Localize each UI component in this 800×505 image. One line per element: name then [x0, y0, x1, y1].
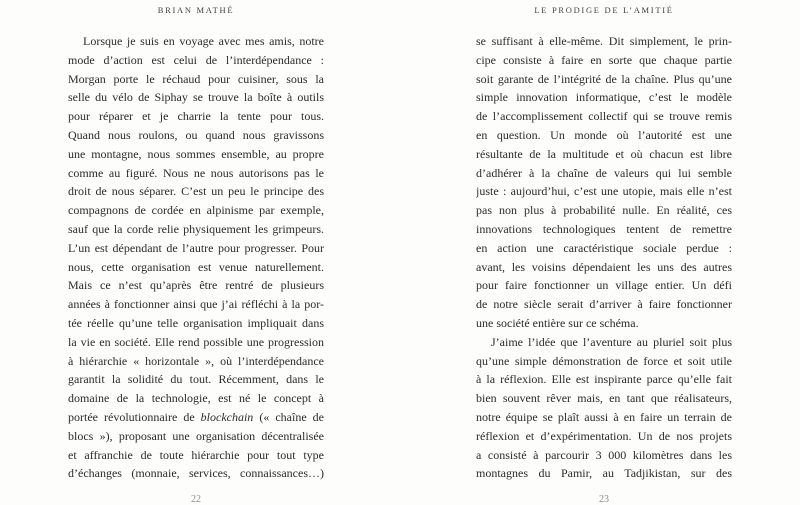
- text-line: une montagne, nous sommes ensemble, au propre: [68, 146, 324, 161]
- page-text-left: [68, 32, 324, 483]
- page-number-right: 23: [599, 494, 609, 505]
- text-line: juste : aujourd’hui, c’est une utopie, mais elle n’est: [476, 184, 732, 199]
- text-line: simple innovation informatique, c’est le modèle: [476, 90, 732, 105]
- text-line: Mais ce n’est qu’après être rentré de plusieurs: [68, 278, 324, 293]
- text-line: compagnons de cordée en alpinisme par exemple,: [68, 203, 324, 218]
- text-line: de l’accomplissement collectif qui se trouve remis: [476, 109, 732, 124]
- text-line: innovations technologiques tentent de remettre: [476, 221, 732, 236]
- page-right: [400, 0, 800, 505]
- running-head-author: BRIAN MATHÉ: [157, 5, 235, 15]
- page-number-left: 22: [191, 494, 201, 505]
- text-line: en question. Un monde où l’autorité est une: [476, 127, 732, 142]
- running-head-title: LE PRODIGE DE L’AMITIÉ: [534, 5, 674, 15]
- text-line: pas non plus à probabilité nulle. En réalité, ces: [476, 203, 732, 218]
- text-line: une société entière sur ce schéma.: [476, 315, 639, 330]
- text-line: nous, cette organisation est venue naturellement.: [68, 259, 324, 274]
- text-line: et affranchie de toute hiérarchie pour tout type: [68, 447, 324, 462]
- text-line: a consisté à parcourir 3 000 kilomètres dans les: [476, 447, 732, 462]
- text-line: qu’une simple démonstration de force et soit utile: [476, 353, 732, 368]
- text-line: mode d’action est celui de l’interdépendance :: [68, 52, 324, 67]
- text-line: Morgan porte le réchaud pour cuisiner, sous la: [68, 71, 324, 86]
- text-line: Lorsque je suis en voyage avec mes amis, notre: [83, 34, 324, 48]
- text-line: réflexion et d’expérimentation. Un de nos projets: [476, 428, 732, 443]
- text-line: selle du vélo de Siphay se trouve la boîte à outils: [68, 90, 324, 105]
- text-line: à la réflexion. Elle est inspirante parce qu’elle fait: [476, 372, 732, 387]
- text-line: de notre siècle serait d’arriver à faire fonctionner: [476, 297, 732, 312]
- text-line: années à fonctionner ainsi que j’ai réfléchi à la por-: [68, 297, 324, 312]
- text-line: d’adhérer à la chaîne de valeurs qui lui semble: [476, 165, 732, 180]
- text-line: soit garante de l’intégrité de la chaîne. Plus qu’une: [476, 71, 732, 86]
- text-line: se suffisant à elle-même. Dit simplement, le prin-: [476, 34, 732, 48]
- text-line: la vie en société. Elle rend possible une progression: [68, 334, 324, 349]
- text-line: bien souvent rêver mais, en tant que réalisateurs,: [476, 391, 732, 406]
- text-line: J’aime l’idée que l’aventure au pluriel soit plus: [491, 334, 732, 349]
- text-line: en action une caractéristique sociale perdue :: [476, 240, 732, 255]
- text-line: d’échanges (monnaie, services, connaissances…): [68, 466, 324, 481]
- text-line: blocs »), proposant une organisation décentralisée: [68, 428, 324, 443]
- text-line: Quand nous roulons, ou quand nous gravissons: [68, 127, 324, 142]
- text-line: sauf que la corde relie physiquement les grimpeurs.: [68, 221, 324, 236]
- page-text-right: [476, 32, 732, 483]
- text-line: pour faire fonctionner un village entier. Un défi: [476, 278, 732, 293]
- text-line: notre équipe se plaît aussi à en faire un terrain de: [476, 409, 732, 424]
- text-line: à hiérarchie « horizontale », où l’interdépendance: [68, 353, 324, 368]
- text-line: avant, les voisins dépendaient les uns des autres: [476, 259, 732, 274]
- text-line: comme au figuré. Nous ne nous autorisons pas le: [68, 165, 324, 180]
- text-line: pour réparer et je charrie la tente pour tous.: [68, 109, 324, 124]
- text-line: résultante de la multitude et où chacun est libre: [476, 146, 732, 161]
- text-line: droit de nous séparer. C’est un peu le principe des: [68, 184, 324, 199]
- text-line: tée réelle qu’une telle organisation impliquait dans: [68, 315, 324, 330]
- text-line: garantit la solidité du tout. Récemment, dans le: [68, 372, 324, 387]
- text-line: portée révolutionnaire de blockchain (« chaîne de: [68, 409, 324, 424]
- text-line: montagnes du Pamir, au Tadjikistan, sur des: [476, 466, 732, 481]
- text-line: L’un est dépendant de l’autre pour progresser. Pour: [68, 240, 324, 255]
- text-line: cipe consiste à faire en sorte que chaque partie: [476, 52, 732, 67]
- text-line: domaine de la technologie, est né le concept à: [68, 391, 324, 406]
